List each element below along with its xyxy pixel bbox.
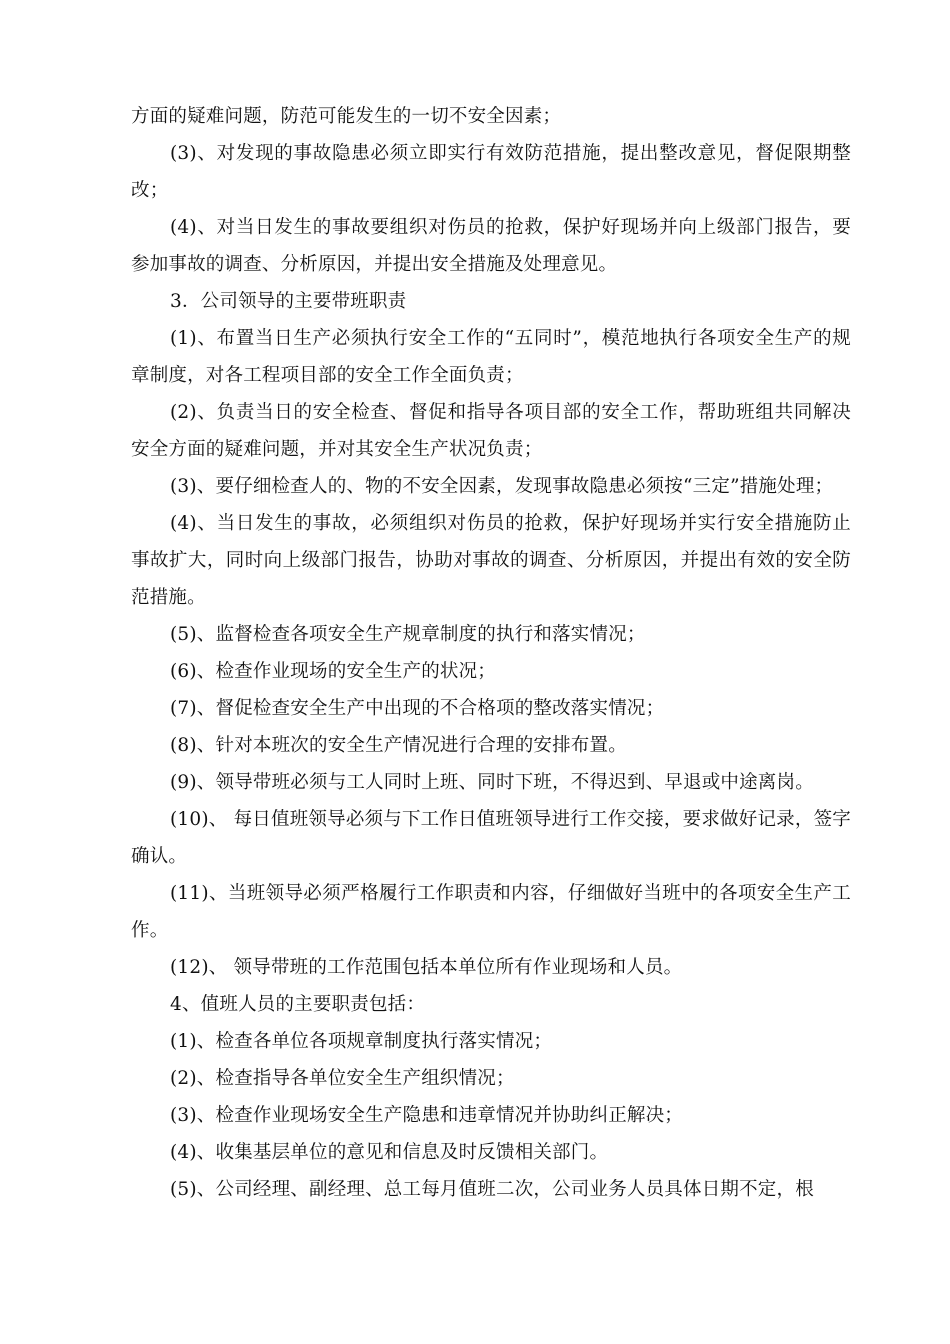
- paragraph-22: (5)、公司经理、副经理、总工每月值班二次，公司业务人员具体日期不定，根: [170, 1179, 814, 1200]
- paragraph-3: (4)、对当日发生的事故要组织对伤员的抢救，保护好现场并向上级部门报告，要参加事故的调查、分析原因，并提出安全措施及处理意见。: [131, 217, 851, 275]
- paragraph-20: (3)、检查作业现场安全生产隐患和违章情况并协助纠正解决；: [170, 1105, 684, 1126]
- paragraph-19: (2)、检查指导各单位安全生产组织情况；: [170, 1068, 515, 1089]
- paragraph-21: (4)、收集基层单位的意见和信息及时反馈相关部门。: [170, 1142, 609, 1163]
- paragraph-7: (3)、要仔细检查人的、物的不安全因素，发现事故隐患必须按“三定”措施处理；: [170, 476, 834, 497]
- paragraph-2: (3)、对发现的事故隐患必须立即实行有效防范措施，提出整改意见，督促限期整改；: [131, 143, 851, 201]
- paragraph-18: (1)、检查各单位各项规章制度执行落实情况；: [170, 1031, 553, 1052]
- paragraph-10: (6)、检查作业现场的安全生产的状况；: [170, 661, 497, 682]
- document-body: [131, 98, 851, 1208]
- paragraph-13: (9)、领导带班必须与工人同时上班、同时下班，不得迟到、早退或中途离岗。: [170, 772, 814, 793]
- paragraph-15: (11)、当班领导必须严格履行工作职责和内容，仔细做好当班中的各项安全生产工作。: [131, 883, 851, 941]
- paragraph-11: (7)、督促检查安全生产中出现的不合格项的整改落实情况；: [170, 698, 665, 719]
- paragraph-9: (5)、监督检查各项安全生产规章制度的执行和落实情况；: [170, 624, 646, 645]
- section-heading-3: 3．公司领导的主要带班职责: [170, 291, 407, 312]
- paragraph-5: (1)、布置当日生产必须执行安全工作的“五同时”，模范地执行各项安全生产的规章制度，对各工程项目部的安全工作全面负责；: [131, 328, 851, 386]
- paragraph-14: (10)、 每日值班领导必须与下工作日值班领导进行工作交接，要求做好记录，签字确认。: [131, 809, 851, 867]
- paragraph-12: (8)、针对本班次的安全生产情况进行合理的安排布置。: [170, 735, 627, 756]
- paragraph-8: (4)、当日发生的事故，必须组织对伤员的抢救，保护好现场并实行安全措施防止事故扩大，同时向上级部门报告，协助对事故的调查、分析原因，并提出有效的安全防范措施。: [131, 513, 851, 608]
- paragraph-1: 方面的疑难问题，防范可能发生的一切不安全因素；: [131, 106, 562, 127]
- paragraph-16: (12)、 领导带班的工作范围包括本单位所有作业现场和人员。: [170, 957, 683, 978]
- paragraph-6: (2)、负责当日的安全检查、督促和指导各项目部的安全工作，帮助班组共同解决安全方面的疑难问题，并对其安全生产状况负责；: [131, 402, 851, 460]
- section-heading-4: 4、值班人员的主要职责包括：: [170, 994, 426, 1015]
